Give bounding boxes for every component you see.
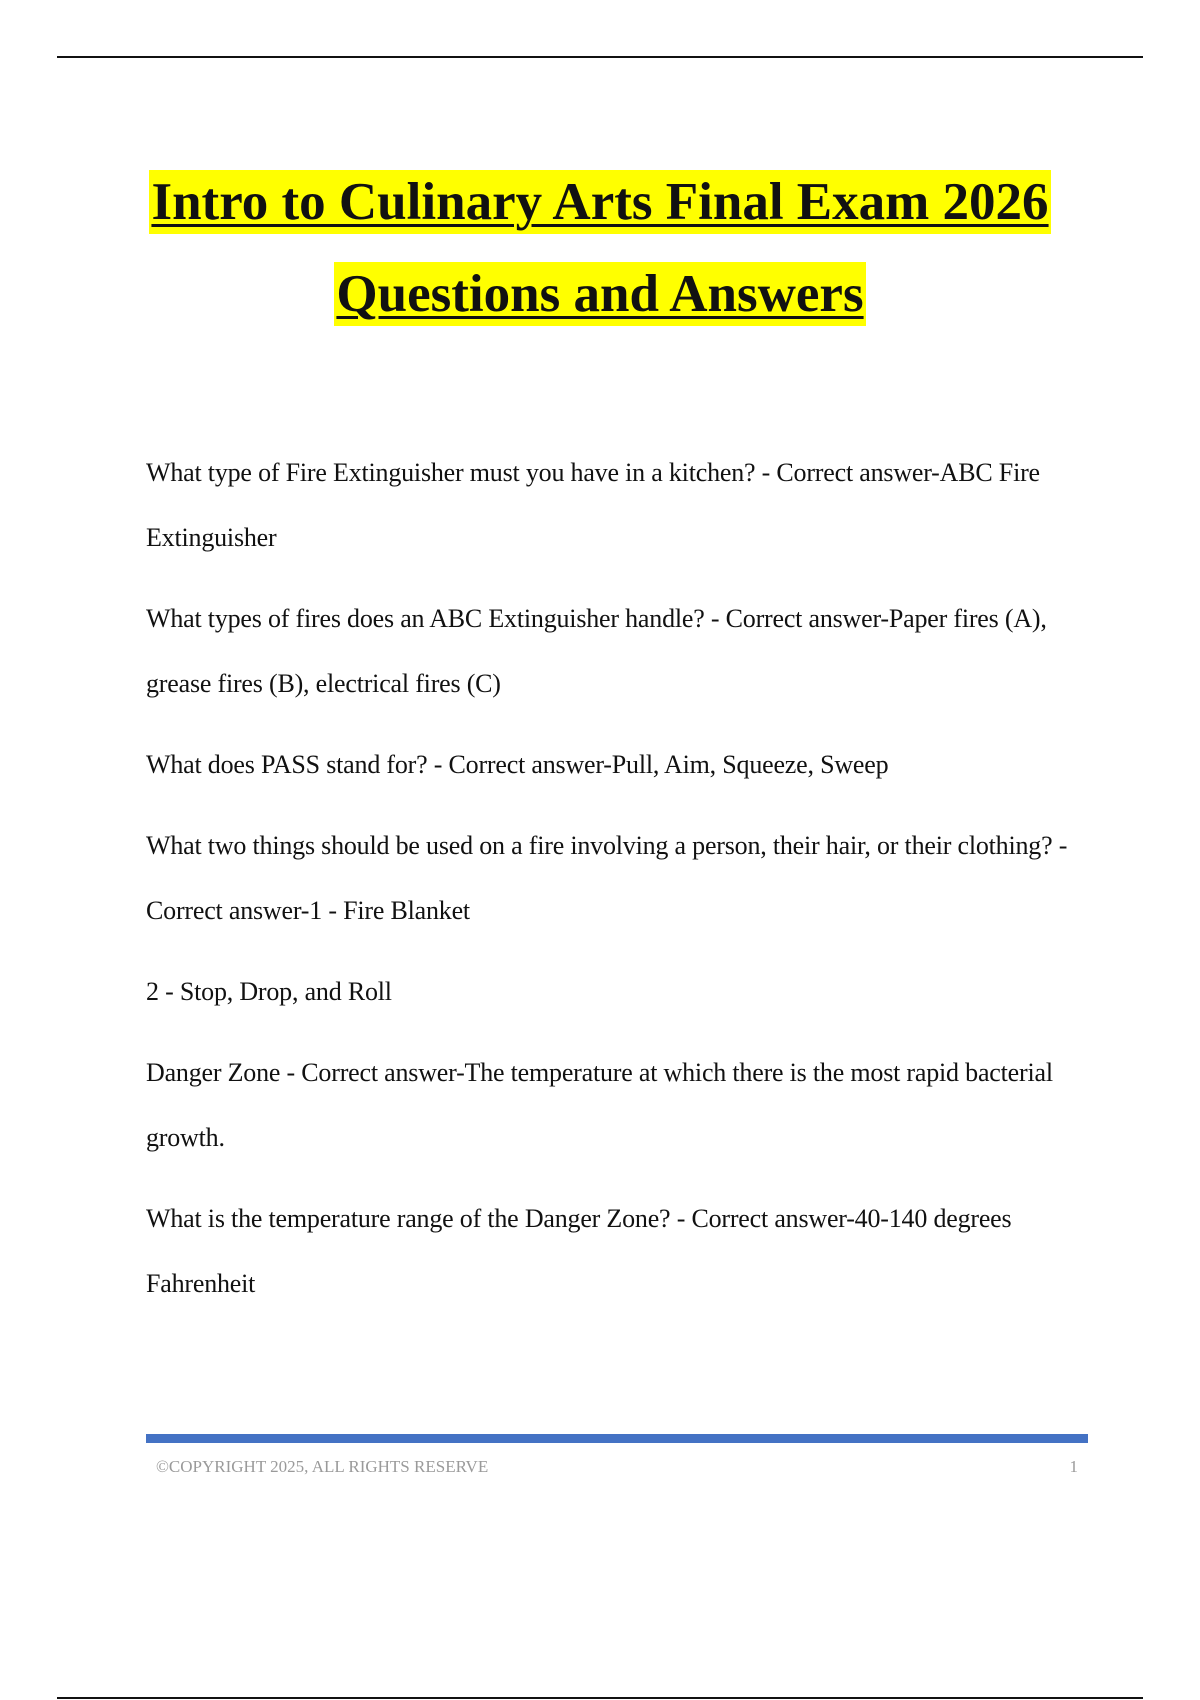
bottom-rule (57, 1697, 1143, 1699)
qa-content (146, 440, 1096, 1332)
footer-bar (146, 1434, 1088, 1443)
title-line-1: Intro to Culinary Arts Final Exam 2026 (149, 170, 1050, 234)
qa-paragraph-4: What two things should be used on a fire involving a person, their hair, or their clothing? - Correct answer-1 - Fire Blanket (146, 831, 1068, 925)
document-title (0, 170, 1200, 354)
qa-paragraph-7: What is the temperature range of the Danger Zone? - Correct answer-40-140 degrees Fahrenheit (146, 1204, 1012, 1298)
page-footer (146, 1457, 1088, 1477)
qa-paragraph-1: What type of Fire Extinguisher must you have in a kitchen? - Correct answer-ABC Fire Extinguisher (146, 458, 1040, 552)
qa-paragraph-6: Danger Zone - Correct answer-The temperature at which there is the most rapid bacterial growth. (146, 1058, 1053, 1152)
page-number: 1 (1069, 1457, 1078, 1476)
title-line-2: Questions and Answers (334, 262, 865, 326)
top-rule (57, 56, 1143, 58)
qa-paragraph-5: 2 - Stop, Drop, and Roll (146, 977, 392, 1006)
qa-paragraph-2: What types of fires does an ABC Extinguisher handle? - Correct answer-Paper fires (A), grease fires (B), electrical fires (C) (146, 604, 1047, 698)
qa-paragraph-3: What does PASS stand for? - Correct answer-Pull, Aim, Squeeze, Sweep (146, 750, 889, 779)
copyright-text: ©COPYRIGHT 2025, ALL RIGHTS RESERVE (156, 1457, 489, 1476)
